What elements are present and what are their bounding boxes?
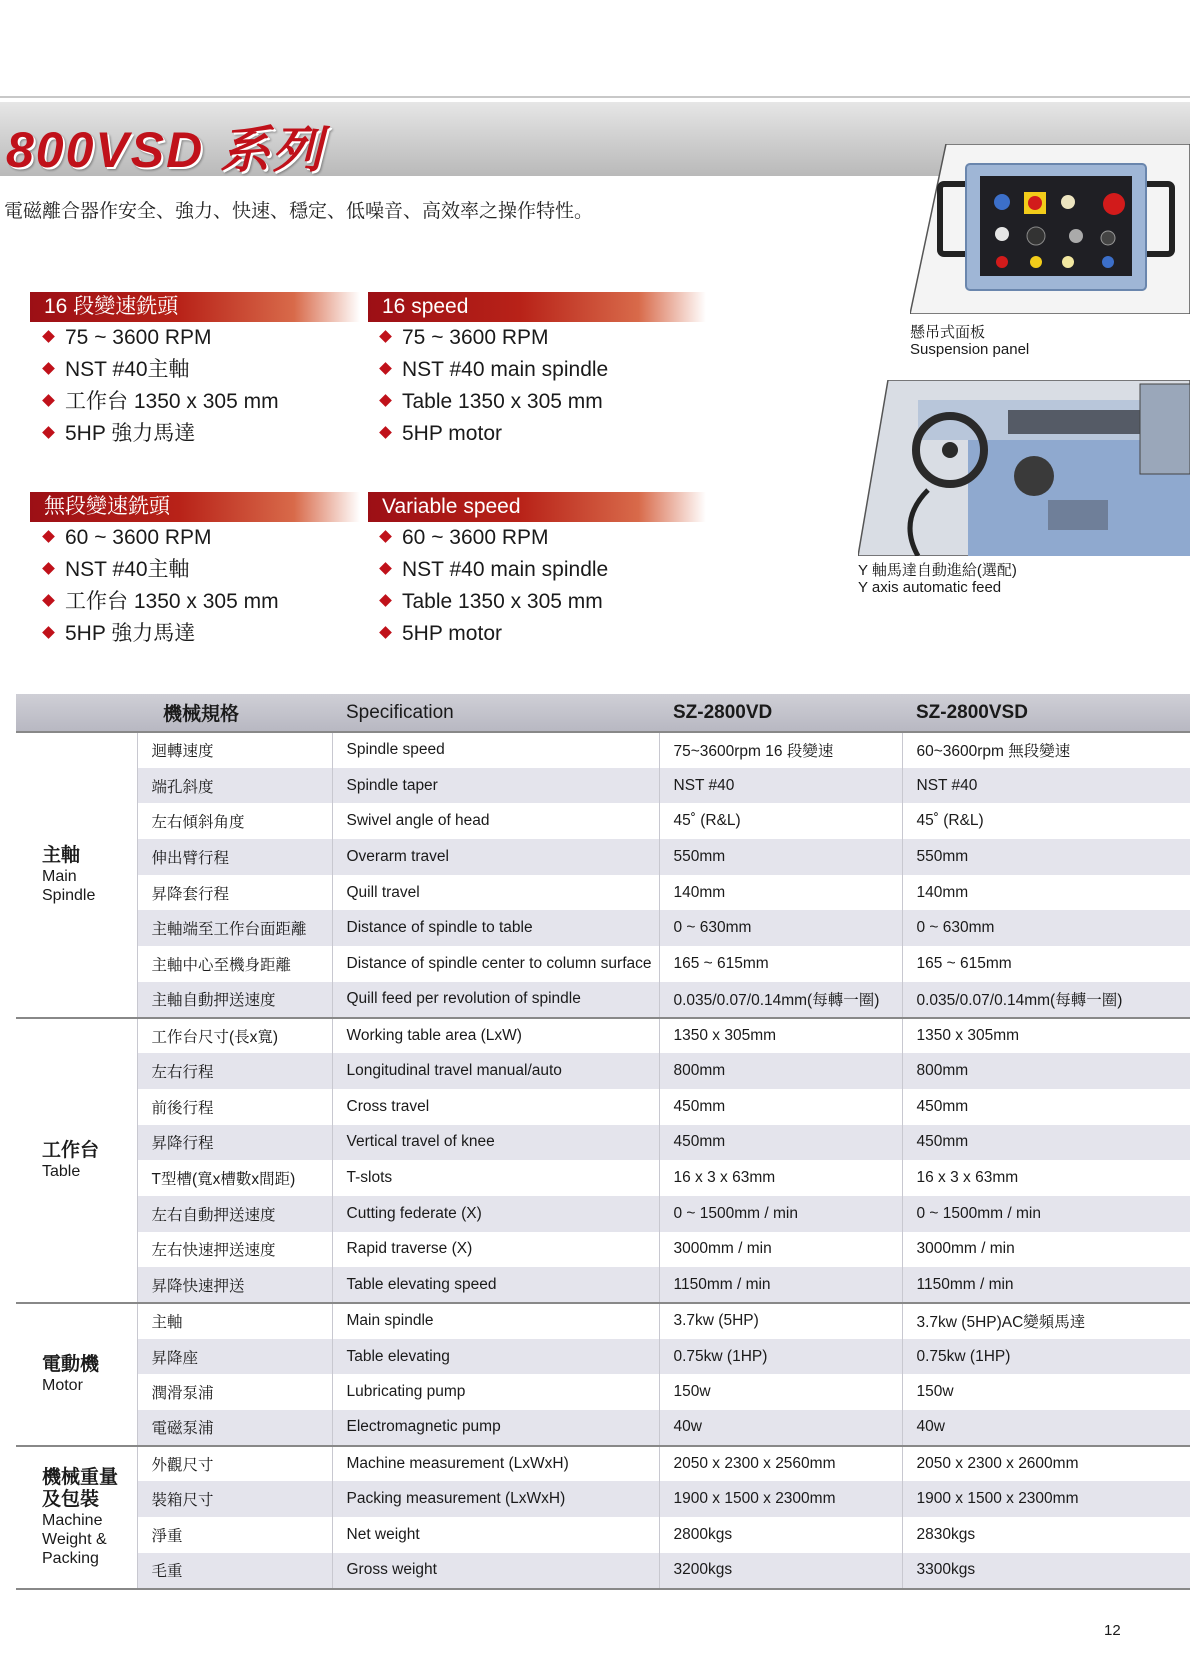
feed-caption-zh: Y 軸馬達自動進給(選配) — [858, 562, 1017, 579]
spec-table-body — [16, 732, 1190, 1589]
spec-zh-cell: 伸出臂行程 — [137, 839, 332, 875]
model-vd-cell: 0 ~ 1500mm / min — [659, 1196, 902, 1232]
feature-item — [381, 554, 608, 586]
diamond-bullet-icon — [379, 394, 392, 407]
panel-caption-en: Suspension panel — [910, 341, 1030, 358]
model-vd-cell: 75~3600rpm 16 段變速 — [659, 732, 902, 768]
spec-table-header-row — [16, 694, 1190, 732]
spec-zh-cell: 左右行程 — [137, 1053, 332, 1089]
feature-text: Table 1350 x 305 mm — [402, 590, 603, 613]
feature-text: 75 ~ 3600 RPM — [65, 326, 212, 349]
spec-table — [16, 694, 1190, 1590]
model-vsd-cell: NST #40 — [902, 768, 1190, 804]
model-vsd-cell: 800mm — [902, 1053, 1190, 1089]
model-vsd-cell: 3300kgs — [902, 1553, 1190, 1589]
spec-zh-cell: 外觀尺寸 — [137, 1446, 332, 1482]
spec-en-cell: Spindle taper — [332, 768, 659, 804]
category-zh: 電動機 — [42, 1353, 100, 1375]
spec-zh-cell: 潤滑泵浦 — [137, 1374, 332, 1410]
feature-text: NST #40主軸 — [65, 558, 190, 581]
model-vsd-cell: 3.7kw (5HP)AC變頻馬達 — [902, 1303, 1190, 1339]
feature-item — [381, 418, 608, 450]
spec-zh-cell: 主軸 — [137, 1303, 332, 1339]
model-vd-cell: NST #40 — [659, 768, 902, 804]
spec-en-cell: Vertical travel of knee — [332, 1125, 659, 1161]
model-vd-cell: 0 ~ 630mm — [659, 910, 902, 946]
model-vsd-cell: 165 ~ 615mm — [902, 946, 1190, 982]
feature-text: 工作台 1350 x 305 mm — [65, 590, 279, 613]
table-row — [16, 1339, 1190, 1375]
table-row — [16, 1232, 1190, 1268]
suspension-panel-photo — [910, 144, 1190, 314]
model-vd-cell: 40w — [659, 1410, 902, 1446]
table-row — [16, 1303, 1190, 1339]
model-vd-cell: 2800kgs — [659, 1517, 902, 1553]
table-row — [16, 1517, 1190, 1553]
model-vsd-cell: 1150mm / min — [902, 1267, 1190, 1303]
spec-en-cell: Gross weight — [332, 1553, 659, 1589]
category-cell — [16, 1303, 137, 1446]
model-vd-cell: 140mm — [659, 875, 902, 911]
table-row — [16, 1125, 1190, 1161]
feature-text: 75 ~ 3600 RPM — [402, 326, 549, 349]
spec-en-cell: Net weight — [332, 1517, 659, 1553]
table-row — [16, 1446, 1190, 1482]
spec-en-cell: Working table area (LxW) — [332, 1018, 659, 1054]
spec-zh-cell: 毛重 — [137, 1553, 332, 1589]
model-vsd-cell: 3000mm / min — [902, 1232, 1190, 1268]
spec-zh-cell: 昇降行程 — [137, 1125, 332, 1161]
spec-zh-cell: T型槽(寬x槽數x間距) — [137, 1160, 332, 1196]
section-heading-16-speed-zh: 16 段變速銑頭 — [30, 292, 360, 322]
spec-zh-cell: 裝箱尺寸 — [137, 1481, 332, 1517]
feature-text: 5HP motor — [402, 422, 502, 445]
spec-zh-cell: 昇降座 — [137, 1339, 332, 1375]
diamond-bullet-icon — [379, 330, 392, 343]
model-vsd-cell: 40w — [902, 1410, 1190, 1446]
spec-en-cell: Overarm travel — [332, 839, 659, 875]
table-row — [16, 910, 1190, 946]
feature-item — [44, 618, 279, 650]
feature-item — [44, 354, 279, 386]
spec-en-cell: T-slots — [332, 1160, 659, 1196]
model-vd-cell: 3200kgs — [659, 1553, 902, 1589]
category-en: Table — [42, 1162, 81, 1180]
diamond-bullet-icon — [42, 394, 55, 407]
table-row — [16, 1374, 1190, 1410]
spec-zh-cell: 昇降快速押送 — [137, 1267, 332, 1303]
spec-en-cell: Quill feed per revolution of spindle — [332, 982, 659, 1018]
category-zh: 機械重量 及包裝 — [42, 1466, 119, 1510]
header-model-vd: SZ-2800VD — [659, 694, 902, 732]
page-number: 12 — [1104, 1622, 1121, 1639]
spec-en-cell: Machine measurement (LxWxH) — [332, 1446, 659, 1482]
spec-zh-cell: 左右傾斜角度 — [137, 803, 332, 839]
table-row — [16, 1196, 1190, 1232]
table-row — [16, 1053, 1190, 1089]
feature-item — [44, 386, 279, 418]
panel-caption — [910, 324, 1029, 358]
spec-en-cell: Electromagnetic pump — [332, 1410, 659, 1446]
spec-en-cell: Longitudinal travel manual/auto — [332, 1053, 659, 1089]
spec-en-cell: Quill travel — [332, 875, 659, 911]
header-spec-en: Specification — [332, 694, 659, 732]
model-vsd-cell: 0 ~ 630mm — [902, 910, 1190, 946]
table-row — [16, 1267, 1190, 1303]
header-spec-zh: 機械規格 — [137, 694, 332, 732]
spec-zh-cell: 主軸端至工作台面距離 — [137, 910, 332, 946]
feature-item — [381, 522, 608, 554]
spec-en-cell: Rapid traverse (X) — [332, 1232, 659, 1268]
feature-list-variable-en — [381, 522, 608, 650]
table-row — [16, 946, 1190, 982]
table-row — [16, 1018, 1190, 1054]
spec-en-cell: Distance of spindle to table — [332, 910, 659, 946]
model-vd-cell: 16 x 3 x 63mm — [659, 1160, 902, 1196]
y-axis-feed-photo — [858, 380, 1190, 556]
spec-zh-cell: 左右自動押送速度 — [137, 1196, 332, 1232]
model-vsd-cell: 0 ~ 1500mm / min — [902, 1196, 1190, 1232]
spec-en-cell: Cutting federate (X) — [332, 1196, 659, 1232]
table-row — [16, 768, 1190, 804]
spec-zh-cell: 電磁泵浦 — [137, 1410, 332, 1446]
category-en: Motor — [42, 1376, 83, 1394]
model-vd-cell: 165 ~ 615mm — [659, 946, 902, 982]
model-vsd-cell: 16 x 3 x 63mm — [902, 1160, 1190, 1196]
feed-caption-en: Y axis automatic feed — [858, 579, 1002, 596]
table-row — [16, 803, 1190, 839]
model-vsd-cell: 150w — [902, 1374, 1190, 1410]
feature-text: 5HP 強力馬達 — [65, 622, 196, 645]
diamond-bullet-icon — [42, 562, 55, 575]
feature-text: 60 ~ 3600 RPM — [402, 526, 549, 549]
model-vd-cell: 800mm — [659, 1053, 902, 1089]
category-cell — [16, 732, 137, 1018]
model-vsd-cell: 0.75kw (1HP) — [902, 1339, 1190, 1375]
diamond-bullet-icon — [379, 626, 392, 639]
feature-item — [381, 354, 608, 386]
model-vd-cell: 45˚ (R&L) — [659, 803, 902, 839]
category-cell — [16, 1018, 137, 1304]
table-row — [16, 1160, 1190, 1196]
model-vd-cell: 450mm — [659, 1125, 902, 1161]
model-vd-cell: 2050 x 2300 x 2560mm — [659, 1446, 902, 1482]
feature-text: 5HP motor — [402, 622, 502, 645]
category-en: Machine Weight & Packing — [42, 1511, 107, 1567]
diamond-bullet-icon — [42, 330, 55, 343]
feed-caption — [858, 562, 1017, 596]
model-vsd-cell: 60~3600rpm 無段變速 — [902, 732, 1190, 768]
section-heading-variable-en: Variable speed — [368, 492, 706, 522]
feature-item — [381, 322, 608, 354]
model-vsd-cell: 2050 x 2300 x 2600mm — [902, 1446, 1190, 1482]
model-vd-cell: 3.7kw (5HP) — [659, 1303, 902, 1339]
spec-en-cell: Main spindle — [332, 1303, 659, 1339]
table-row — [16, 839, 1190, 875]
spec-en-cell: Packing measurement (LxWxH) — [332, 1481, 659, 1517]
category-cell — [16, 1446, 137, 1589]
model-vd-cell: 150w — [659, 1374, 902, 1410]
spec-zh-cell: 前後行程 — [137, 1089, 332, 1125]
model-vd-cell: 3000mm / min — [659, 1232, 902, 1268]
header-blank — [16, 694, 137, 732]
model-vd-cell: 1900 x 1500 x 2300mm — [659, 1481, 902, 1517]
feature-item — [381, 618, 608, 650]
feature-item — [44, 418, 279, 450]
spec-zh-cell: 主軸中心至機身距離 — [137, 946, 332, 982]
spec-en-cell: Lubricating pump — [332, 1374, 659, 1410]
panel-caption-zh: 懸吊式面板 — [910, 324, 986, 341]
table-row — [16, 982, 1190, 1018]
model-vsd-cell: 140mm — [902, 875, 1190, 911]
feature-item — [44, 554, 279, 586]
page-title: 800VSD 系列 — [6, 122, 325, 178]
diamond-bullet-icon — [42, 426, 55, 439]
model-vsd-cell: 450mm — [902, 1089, 1190, 1125]
model-vsd-cell: 550mm — [902, 839, 1190, 875]
feature-list-16-speed-zh — [44, 322, 279, 450]
model-vd-cell: 1150mm / min — [659, 1267, 902, 1303]
diamond-bullet-icon — [42, 594, 55, 607]
diamond-bullet-icon — [42, 530, 55, 543]
feature-text: 5HP 強力馬達 — [65, 422, 196, 445]
feature-item — [44, 322, 279, 354]
top-rule — [0, 96, 1190, 98]
model-vd-cell: 550mm — [659, 839, 902, 875]
spec-zh-cell: 昇降套行程 — [137, 875, 332, 911]
table-row — [16, 1089, 1190, 1125]
header-model-vsd: SZ-2800VSD — [902, 694, 1190, 732]
table-row — [16, 732, 1190, 768]
category-zh: 主軸 — [42, 844, 81, 866]
model-vd-cell: 0.035/0.07/0.14mm(每轉一圈) — [659, 982, 902, 1018]
diamond-bullet-icon — [379, 426, 392, 439]
category-zh: 工作台 — [42, 1139, 100, 1161]
feature-text: NST #40 main spindle — [402, 358, 609, 381]
table-row — [16, 1410, 1190, 1446]
feature-item — [381, 586, 608, 618]
category-en: Main Spindle — [42, 867, 96, 904]
spec-zh-cell: 淨重 — [137, 1517, 332, 1553]
spec-en-cell: Table elevating speed — [332, 1267, 659, 1303]
diamond-bullet-icon — [379, 594, 392, 607]
section-heading-16-speed-en: 16 speed — [368, 292, 706, 322]
spec-zh-cell: 主軸自動押送速度 — [137, 982, 332, 1018]
diamond-bullet-icon — [379, 562, 392, 575]
spec-zh-cell: 工作台尺寸(長x寬) — [137, 1018, 332, 1054]
spec-zh-cell: 端孔斜度 — [137, 768, 332, 804]
feature-item — [44, 522, 279, 554]
model-vd-cell: 0.75kw (1HP) — [659, 1339, 902, 1375]
table-row — [16, 1481, 1190, 1517]
table-row — [16, 1553, 1190, 1589]
model-vsd-cell: 450mm — [902, 1125, 1190, 1161]
feature-item — [44, 586, 279, 618]
feature-text: NST #40 main spindle — [402, 558, 609, 581]
section-heading-variable-zh: 無段變速銑頭 — [30, 492, 360, 522]
feature-list-variable-zh — [44, 522, 279, 650]
model-vd-cell: 1350 x 305mm — [659, 1018, 902, 1054]
model-vsd-cell: 2830kgs — [902, 1517, 1190, 1553]
feature-text: 工作台 1350 x 305 mm — [65, 390, 279, 413]
feature-text: 60 ~ 3600 RPM — [65, 526, 212, 549]
feature-list-16-speed-en — [381, 322, 608, 450]
spec-zh-cell: 左右快速押送速度 — [137, 1232, 332, 1268]
model-vsd-cell: 45˚ (R&L) — [902, 803, 1190, 839]
spec-en-cell: Distance of spindle center to column surface — [332, 946, 659, 982]
spec-zh-cell: 迴轉速度 — [137, 732, 332, 768]
spec-en-cell: Spindle speed — [332, 732, 659, 768]
feature-text: Table 1350 x 305 mm — [402, 390, 603, 413]
model-vsd-cell: 1350 x 305mm — [902, 1018, 1190, 1054]
diamond-bullet-icon — [42, 626, 55, 639]
model-vsd-cell: 1900 x 1500 x 2300mm — [902, 1481, 1190, 1517]
diamond-bullet-icon — [379, 530, 392, 543]
intro-text: 電磁離合器作安全、強力、快速、穩定、低噪音、高效率之操作特性。 — [4, 201, 594, 222]
diamond-bullet-icon — [42, 362, 55, 375]
spec-en-cell: Table elevating — [332, 1339, 659, 1375]
model-vd-cell: 450mm — [659, 1089, 902, 1125]
feature-item — [381, 386, 608, 418]
diamond-bullet-icon — [379, 362, 392, 375]
spec-en-cell: Cross travel — [332, 1089, 659, 1125]
model-vsd-cell: 0.035/0.07/0.14mm(每轉一圈) — [902, 982, 1190, 1018]
feature-text: NST #40主軸 — [65, 358, 190, 381]
table-row — [16, 875, 1190, 911]
spec-en-cell: Swivel angle of head — [332, 803, 659, 839]
